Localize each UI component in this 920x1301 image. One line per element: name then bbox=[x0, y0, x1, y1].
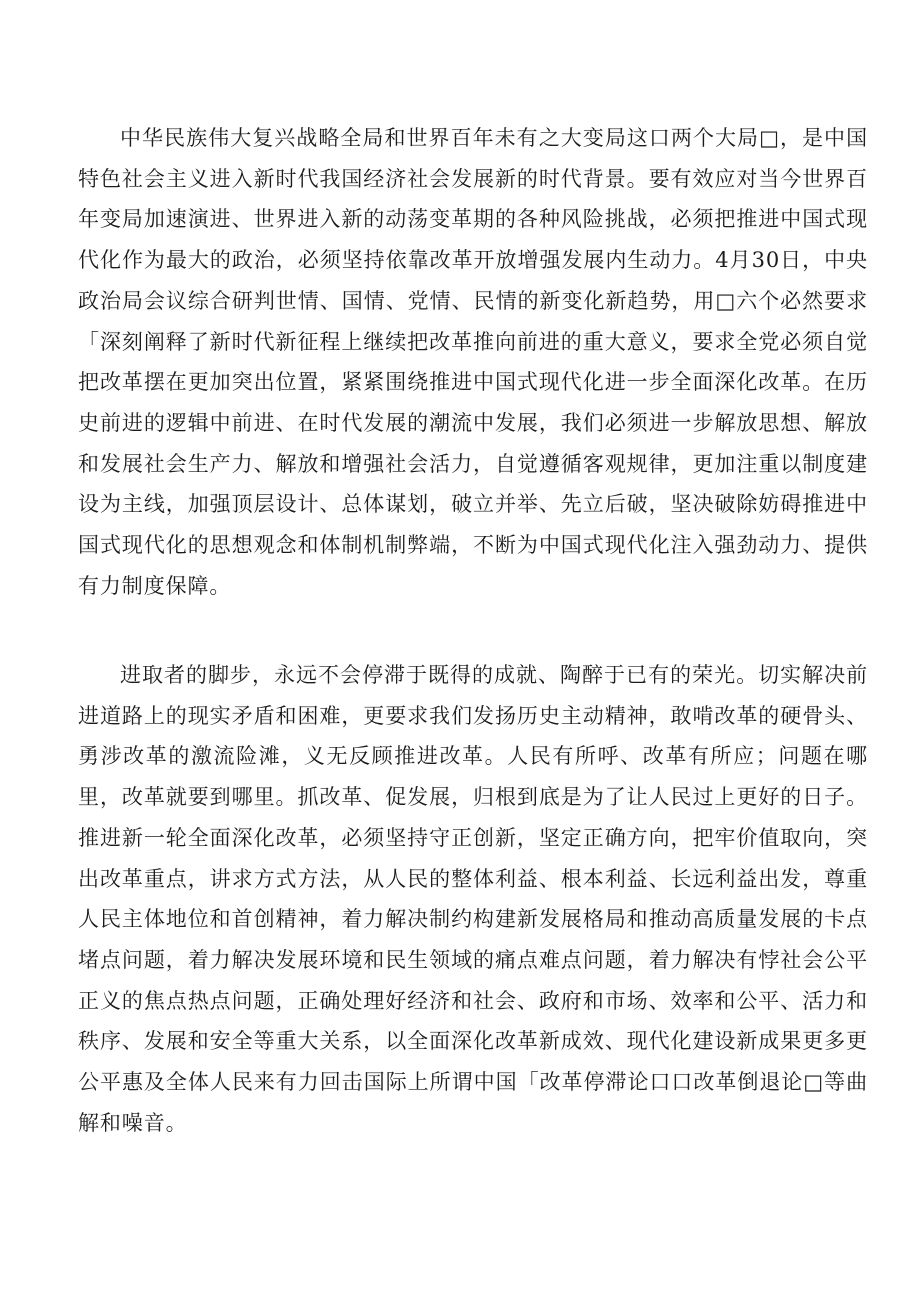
paragraph-advancing-reform: 进取者的脚步，永远不会停滞于既得的成就、陶醉于已有的荣光。切实解决前进道路上的现实矛盾和困难，更要求我们发扬历史主动精神，敢啃改革的硬骨头、勇涉改革的激流险滩，义无反顾推进改革。人民有所呼、改革有所应；问题在哪里，改革就要到哪里。抓改革、促发展，归根到底是为了让人民过上更好的日子。推进新一轮全面深化改革，必须坚持守正创新，坚定正确方向，把牢价值取向，突出改革重点，讲求方式方法，从人民的整体利益、根本利益、长远利益出发，尊重人民主体地位和首创精神，着力解决制约构建新发展格局和推动高质量发展的卡点堵点问题，着力解决发展环境和民生领域的痛点难点问题，着力解决有悖社会公平正义的焦点热点问题，正确处理好经济和社会、政府和市场、效率和公平、活力和秩序、发展和安全等重大关系，以全面深化改革新成效、现代化建设新成果更多更公平惠及全体人民来有力回击国际上所谓中国「改革停滞论口口改革倒退论□等曲解和噪音。 bbox=[78, 663, 868, 1135]
paragraph-two-overall-situations: 中华民族伟大复兴战略全局和世界百年未有之大变局这口两个大局□，是中国特色社会主义进入新时代我国经济社会发展新的时代背景。要有效应对当今世界百年变局加速演进、世界进入新的动荡变革期的各种风险挑战，必须把推进中国式现代化作为最大的政治，必须坚持依靠改革开放增强发展内生动力。4月30日，中央政治局会议综合研判世情、国情、党情、民情的新变化新趋势，用□六个必然要求「深刻阐释了新时代新征程上继续把改革推向前进的重大意义，要求全党必须自觉把改革摆在更加突出位置，紧紧围绕推进中国式现代化进一步全面深化改革。在历史前进的逻辑中前进、在时代发展的潮流中发展，我们必须进一步解放思想、解放和发展社会生产力、解放和增强社会活力，自觉遵循客观规律，更加注重以制度建设为主线，加强顶层设计、总体谋划，破立并举、先立后破，坚决破除妨碍推进中国式现代化的思想观念和体制机制弊端，不断为中国式现代化注入强劲动力、提供有力制度保障。 bbox=[78, 126, 868, 598]
